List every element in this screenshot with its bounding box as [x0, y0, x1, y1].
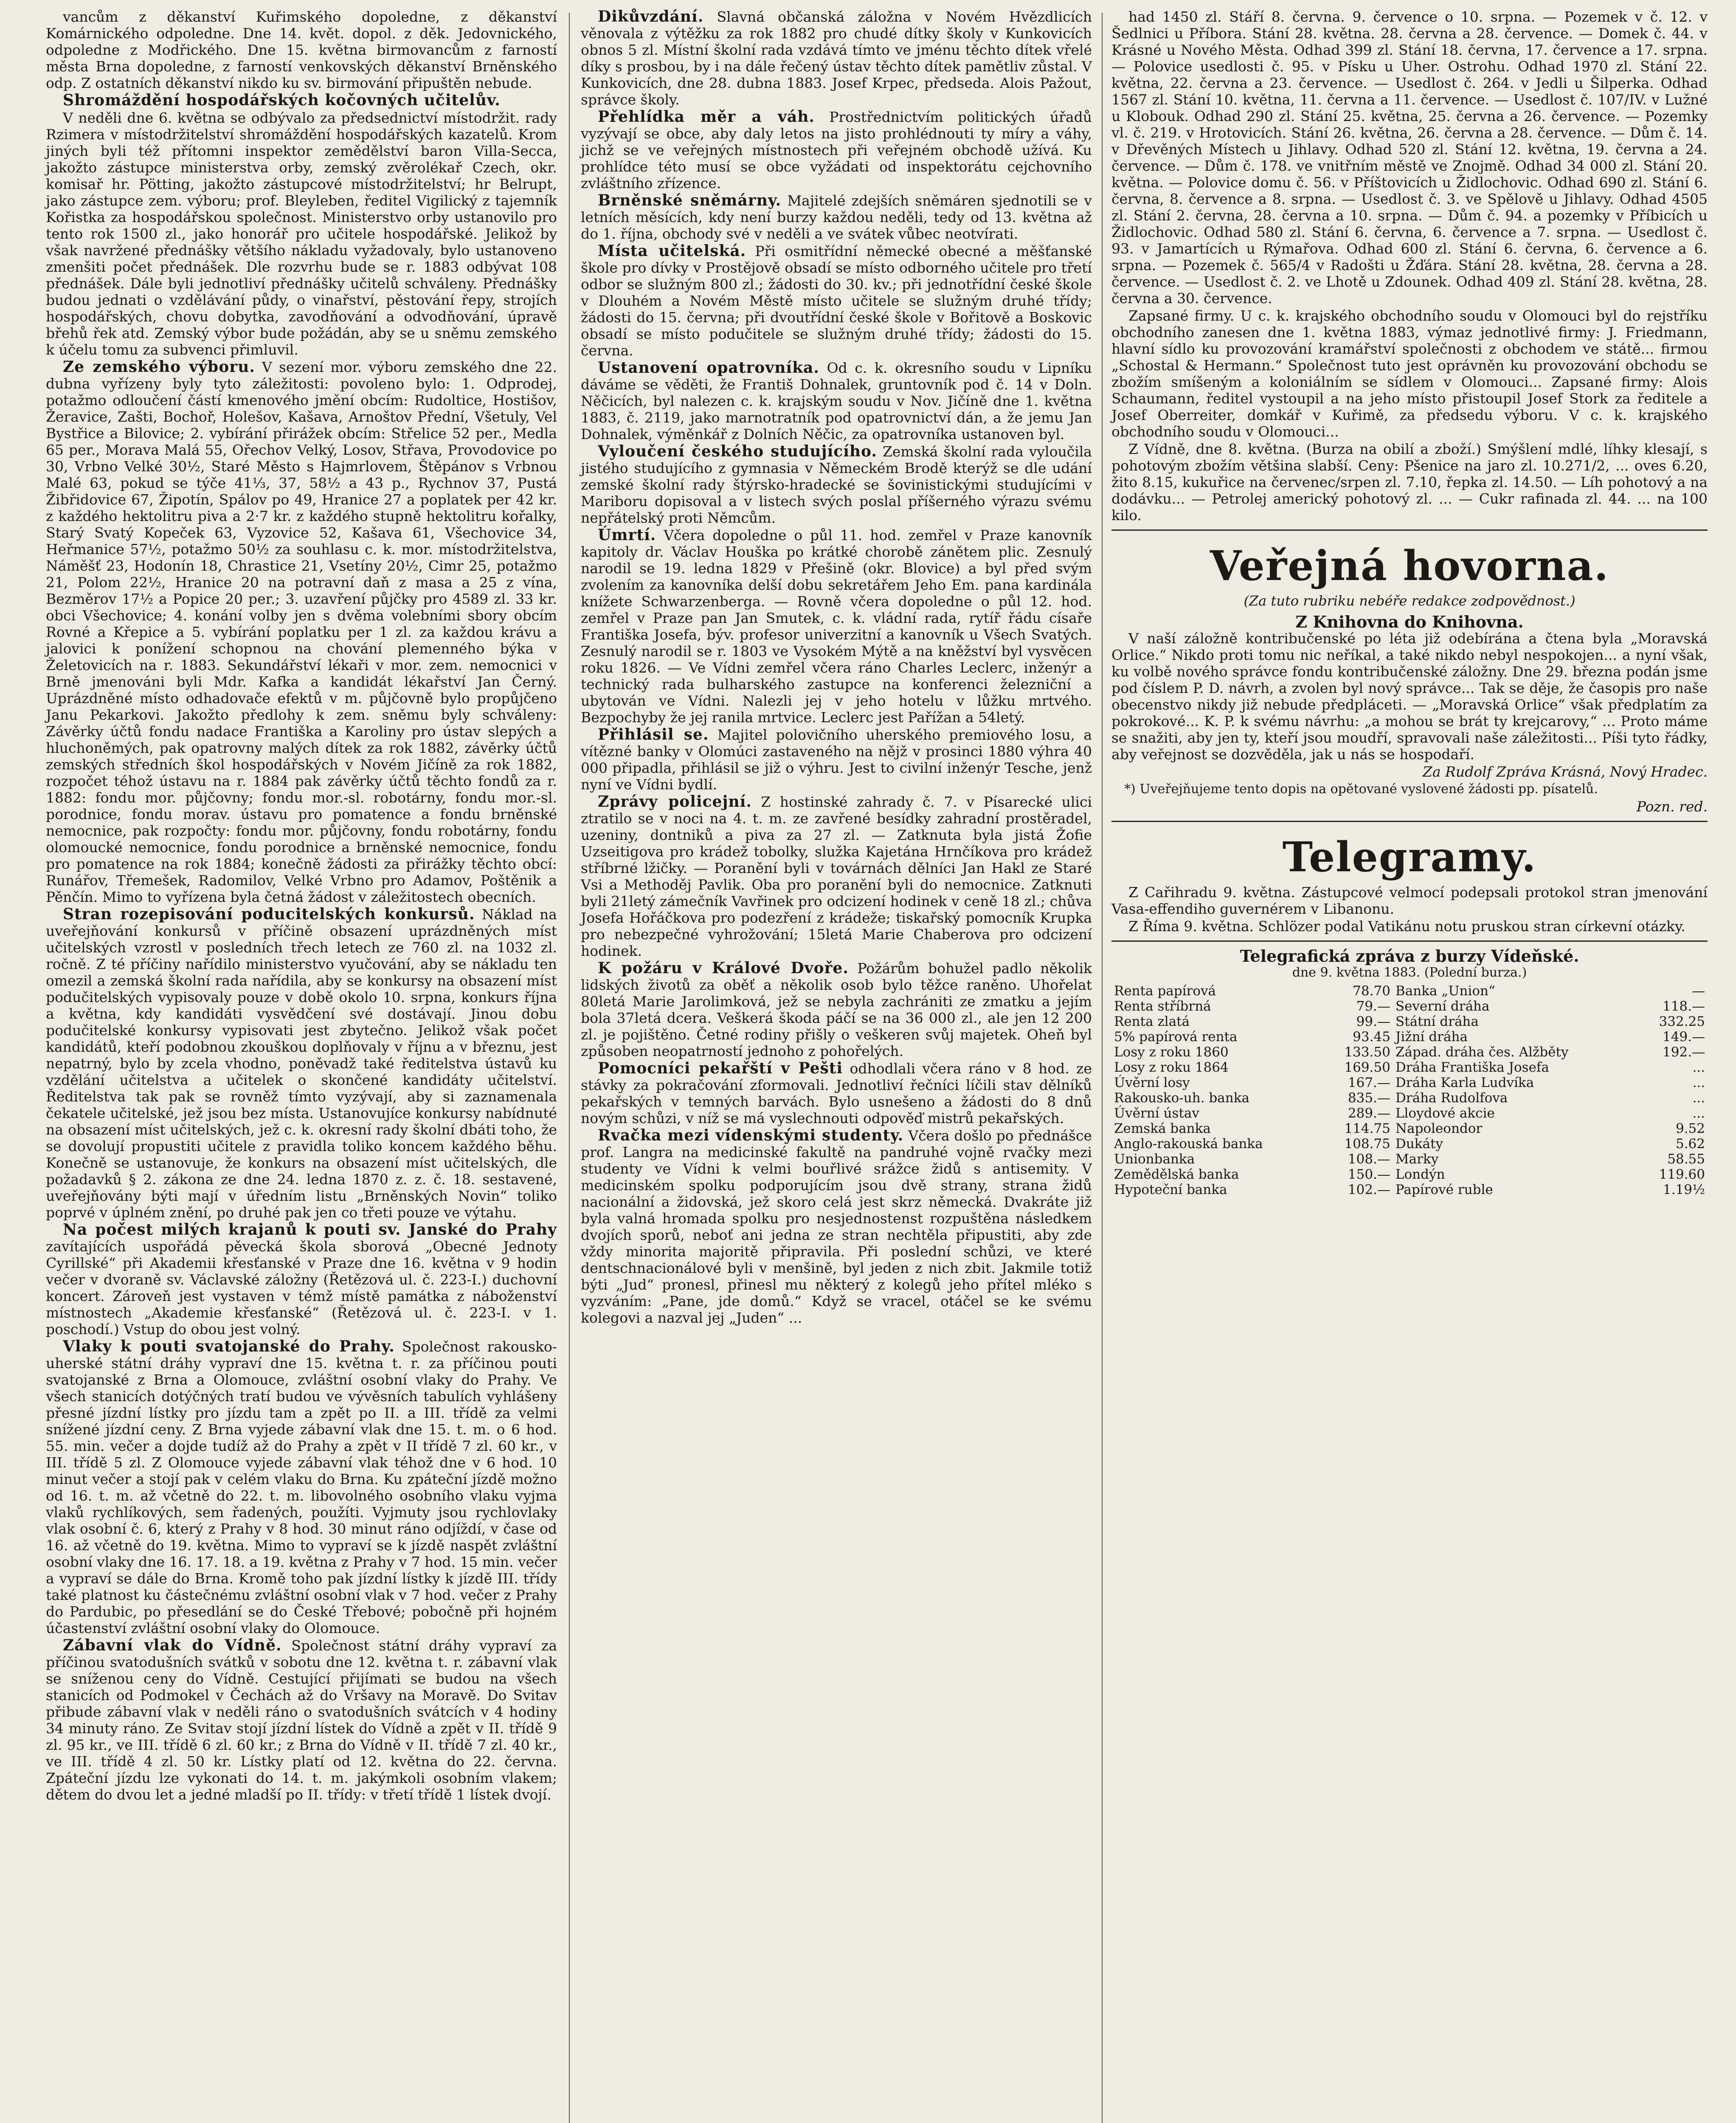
rate-value: 149.—: [1662, 1029, 1705, 1045]
rate-row: [1111, 1075, 1708, 1090]
telegram-text: Z Cařihradu 9. května. Zástupcové velmocí podepsali protokol stran jmenování Vasa-effendiho guvernérem v Libanonu.: [1111, 884, 1708, 917]
rate-name: Dráha Karla Ludvíka: [1395, 1075, 1534, 1090]
rate-value: 9.52: [1675, 1121, 1705, 1136]
article-text: V neděli dne 6. května se odbývalo za předsednictví místodržit. rady Rzimera v místodržitelství shromáždění hospodářských kazatelů. Krom jiných byli též přítomni inspektor zemědělství baron Villa-Secca, jakožto zástupce ministerstva orby, zemský zvěrolékař Czech, okr. komisař hr. Pötting, jakožto zástupcové místodržitelství; hr Belrupt, jako zástupce zem. výboru; prof. Bleyleben, ředitel Vigilický z tajemník Kořistka za hospodářskou společnost. Ministerstvo orby ustanovilo pro tento rok 1500 zl., jako honorář pro učitele hospodářské. Jelikož by však navržené přednášky většího nákladu vyžadovaly, bylo ustanoveno zmenšiti počet přednášek. Dle rozvrhu bude se r. 1883 odbývat 108 přednášek. Dále byli jednotliví přednášky učitelů schváleny. Přednášky budou jednati o vzdělávání půdy, o vinařství, pěstování řepy, strojích hospodářských, chovu dobytka, zavodňování a odvodňování, úpravě břehů řek atd. Zemský výbor bude požádán, aby se u sněmu zemského k účelu tomu za subvenci přimluvil.: [46, 110, 557, 358]
article-heading: Úmrtí.: [598, 526, 656, 544]
article-text: Včera dopoledne o půl 11. hod. zemřel v Praze kanovník kapitoly dr. Václav Houška po krátké chorobě zánětem plic. Zesnulý narodil se 19. ledna 1829 v Přešině (okr. Blovice) a byl před svým zvolením za kanovníka delší dobu sekretářem Jeho Em. pana kardinála knížete Schwarzenberga. — Rovně včera dopoledne o půl 12. hod. zemřel v Praze pan Jan Smutek, c. k. vládní rada, rytíř řádu císaře Františka Josefa, býv. profesor univerzitní a kanovník u Všech Svatých. Zesnulý narodil se r. 1803 ve Vysokém Mýtě a na kněžství byl vysvěcen roku 1826. — Ve Vídni zemřel včera ráno Charles Leclerc, inženýr a technický rada bulharského zastupce na konferenci železniční a ubytován ve Vídni. Nalezli jej v jeho hotelu v lůžku mrtvého. Bezpochyby že jej ranila mrtvice. Leclerc jest Pařížan a 54letý.: [581, 527, 1092, 726]
rate-name: Marky: [1395, 1152, 1439, 1167]
rate-name: Dráha Františka Josefa: [1395, 1060, 1549, 1075]
market-report: Z Vídně, dne 8. května. (Burza na obilí a zboží.) Smýšlení mdlé, líhky klesají, s pohotovým zbožím většina slabší. Ceny: Pšenice na jaro zl. 10.271/2, ... oves 6.20, žito 8.15, kukuřice na červenec/srpen zl. 7.10, řepka zl. 14.50. — Líh pohotový a na dodávku... — Petrolej americký pohotový zl. ... — Cukr rafinada zl. 44. ... na 100 kilo.: [1111, 441, 1708, 524]
rate-name: Napoleondor: [1395, 1121, 1483, 1136]
rate-name: Úvěrní ústav: [1114, 1106, 1199, 1121]
rate-value: ...: [1692, 1075, 1705, 1090]
rate-value: 119.60: [1659, 1167, 1705, 1182]
rate-value: 5.62: [1675, 1136, 1705, 1152]
rate-name: Londýn: [1395, 1167, 1445, 1182]
exchange-report-title: Telegrafická zpráva z burzy Vídeňské.: [1240, 946, 1579, 966]
rate-name: Renta papírová: [1114, 983, 1216, 999]
article-heading: Pomocníci pekařští v Pešti: [598, 1059, 843, 1077]
letter-text: V naší záložně kontribučenské po léta již odebírána a čtena byla „Moravská Orlice.“ Nikdo proti tomu nic neříkal, a také nikdo nebyl nespokojen... a nyní však, ku volbě nového správce fondu kontribučenské záložny. Dne 29. března podán jsme pod číslem P. D. návrh, a zvolen byl nový správce... Tak se děje, že časopis pro naše obecenstvo nikdy již nebude předpláceti. — „Moravská Orlice“ však předplatím za pokrokové... K. P. k svému návrhu: „a mohou se brát ty krejcarovy,“ ... Proto máme se snažiti, aby jen ty, kteří jsou moudří, spravovali naše záležitosti... Píši tyto řádky, aby veřejnost se dozvěděla, jak u nás se hospodaří.: [1111, 630, 1708, 763]
article-heading: Přihlásil se.: [598, 726, 709, 743]
article-text: Včera došlo po přednášce prof. Langra na medicinské fakultě na pandruhé vojně rvačky mezi studenty ve Vídni k velmi bouřlivé srážce židů s antisemity. V medicinském spolku podporujícím jsou dvě strany, strana židů nacionální a židovská, jež skoro celá jest skrz německá. Dvakráte již byla valná hromada spolku pro nesjednostenst rozpuštěna následkem dvojích sporů, neboť ani jedna ze stran nechtěla připustiti, aby zde vždy minorita majoritě připravila. Při poslední schůzi, ve které dentschnacionálové byli v menšině, byl jeden z nich zbit. Jakmile totiž býti „Jud“ pronesl, přinesl mu některý z kolegů jeho přítel mléko s vyzváním: „Pane, jde domů.“ Když se vracel, otáčel se ke svému kolegovi a nazval jej „Juden“ ...: [581, 1127, 1092, 1326]
article-heading: Zprávy policejní.: [598, 793, 752, 811]
rate-value: 114.75: [1344, 1121, 1390, 1136]
article-text: V sezení mor. výboru zemského dne 22. dubna vyřízeny byly tyto záležitosti: povoleno bylo: 1. Odprodej, potažmo odloučení částí kmenového jmění obcím: Rudoltice, Hostišov, Žeravice, Zašti, Bochoř, Holešov, Kašava, Arnoštov Přední, Všetuly, Vel Bystřice a Bilovice; 2. vybírání přirážek obcím: Střelice 52 per., Medla 65 per., Morava Malá 55, Ořechov Velký, Losov, Střava, Provodovice po 30, Vrbno Velké 30½, Staré Město s Hajmrlovem, Štěpánov s Vrbnou Malé 63, pokud se týče 41⅓, 37, 58½ a 43 p., Rychnov 37, Pustá Žibřidovice 67, Žipotín, Spálov po 49, Hranice 27 a poplatek per 42 kr. z každého hektolitru piva a 2·7 kr. z každého stupně hektolitru kořalky, Starý Svatý Kopeček 63, Vyzovice 52, Kašava 61, Všechovice 34, Heřmanice 57½, potažmo 50½ za souhlasu c. k. mor. místodržitelstva, Náměšť 23, Hodonín 18, Chrastice 21, Vsetíny 20½, Cimr 25, potažmo 21, Polom 22½, Hranice 20 na potravní daň z masa a 25 z vína, Bezměrov 17½ a Popice 20 per.; 3. uzavření půjčky pro 4589 zl. 33 kr. obci Všechovice; 4. konání volby jen s dvěma volebními sbory obcím Rovné a Křepice a 5. vybírání poplatku per 1 zl. za každou krávu a jalovici k ponížení schopnou na chování plemenného býka v Želetovicích na r. 1883. Sekundářství lékaři v mor. zem. nemocnici v Brně jmenováni byli Mdr. Kafka a kandidát lékařství Jan Černý. Uprázdněné místo odhadovače efektů v m. půjčovně bylo propůjčeno Janu Pekarkovi. Jakožto předlohy k zem. sněmu byly schváleny: Závěrky účtů fondu nadace Františka a Karoliny pro ústav slepých a hluchoněmých, pak opatrovny malých dítek za rok 1882, závěrky účtů zemských středních škol hospodářských v Novém Jičíně za rok 1882, rozpočet téhož ústavu na r. 1884 pak závěrky účtů těchto fondů za r. 1882: fondu mor. půjčovny; fondu mor.-sl. robotárny, fondu mor.-sl. porodnice, fondu morav. ústavu pro pomatence a fondu brněnské nemocnice, pak rozpočty: fondu mor. půjčovny, fondu robotárny, fondu olomoucké nemocnice, fondu porodnice a brněnské nemocnice, fondu pro pomatence na rok 1884; konečně žádosti za přirážky těchto obcí: Runářov, Třemešek, Radomilov, Velké Vrbno pro Adamov, Poštěnik a Pěnčín. Mimo to vyřízena byla četná žádost v záležitostech obecních.: [46, 359, 557, 905]
exchange-rates-table: [1111, 983, 1708, 1197]
section-subtitle: (Za tuto rubriku nebéře redakce zodpovědnost.): [1244, 593, 1576, 609]
rate-value: 1.19½: [1663, 1182, 1705, 1197]
column-rule: [1102, 13, 1103, 2123]
rate-name: Státní dráha: [1395, 1014, 1479, 1029]
rate-name: Zemědělská banka: [1114, 1167, 1239, 1182]
news-column-right: [1104, 8, 1715, 2123]
footnote-signature: Pozn. red.: [1636, 798, 1708, 815]
rate-name: Unionbanka: [1114, 1152, 1195, 1167]
rate-value: 79.—: [1356, 999, 1390, 1014]
rate-value: 99.—: [1356, 1014, 1390, 1029]
rate-value: 289.—: [1348, 1106, 1390, 1121]
article-text: Společnost státní dráhy vypraví za příčinou svatodušních svátků v sobotu dne 12. května t. r. zábavní vlak se sníženou ceny do Vídně. Cestující přijímati se budou na všech stanicích od Podmokel v Čechách až do Vršavy na Moravě. Do Svitav přibude zábavní vlak v neděli ráno o svatodušních svátcích v 4 hodiny 34 minuty ráno. Ze Svitav stojí jízdní lístek do Vídně a zpět v II. třídě 9 zl. 95 kr., ve III. třídě 6 zl. 60 kr.; z Brna do Vídně v II. třídě 7 zl. 40 kr., ve III. třídě 4 zl. 50 kr. Lístky platí od 12. května do 22. června. Zpáteční jízdu lze vykonati do 14. t. m. jakýmkoli osobním vlakem; dětem do dvou let a jedné mladší po II. třídy: v třetí třídě 1 lístek dvojí.: [46, 1637, 557, 1803]
rate-name: Západ. dráha čes. Alžběty: [1395, 1045, 1569, 1060]
rate-row: [1111, 1136, 1708, 1152]
rate-row: [1111, 1167, 1708, 1182]
rate-name: Banka „Union“: [1395, 983, 1495, 999]
rate-value: 118.—: [1662, 999, 1705, 1014]
rate-row: [1111, 1106, 1708, 1121]
article-heading: Místa učitelská.: [598, 242, 746, 260]
article-heading: Vlaky k pouti svatojanské do Prahy.: [63, 1337, 395, 1355]
rate-value: 167.—: [1348, 1075, 1390, 1090]
rate-value: ...: [1692, 1090, 1705, 1106]
rate-value: 93.45: [1353, 1029, 1390, 1045]
rate-name: Losy z roku 1860: [1114, 1045, 1229, 1060]
rate-name: Úvěrní losy: [1114, 1075, 1190, 1090]
article-text: vancům z děkanství Kuřimského dopoledne, z děkanství Komárnického odpoledne. Dne 14. květ. dopol. z děk. Jedovnického, odpoledne z Modřického. Dne 15. května birmovancům z farností města Brna dopoledne, z farností venkovských děkanství Brněnského odp. Z ostatních děkanství nikdo ku sv. birmování připuštěn nebude.: [46, 8, 557, 91]
rate-row: [1111, 1014, 1708, 1029]
rate-row: [1111, 1152, 1708, 1167]
rate-value: 332.25: [1659, 1014, 1705, 1029]
rate-row: [1111, 999, 1708, 1014]
rate-name: Hypoteční banka: [1114, 1182, 1227, 1197]
rate-value: 133.50: [1344, 1045, 1390, 1060]
rate-row: [1111, 1090, 1708, 1106]
article-text: Zemská školní rada vyloučila jistého studujícího z gymnasia v Německém Brodě kterýž se dle udání zemské školní rady štýrsko-hradecké se šovinistickými studujícími v Mariboru dopisoval a v listech svých poslal příšerného výrazu svému nepřátelský proti Němcům.: [581, 443, 1092, 526]
section-title-hovorna: Veřejná hovorna.: [1210, 542, 1609, 590]
article-text: Společnost rakousko-uherské státní dráhy vypraví dne 15. května t. r. za příčinou pouti svatojanské z Brna a Olomouce, zvláštní osobní vlaky do Prahy. Ve všech stanicích dotýčných tratí budou ve vývěsních tabulích vyhlášeny přesné jízdní lístky pro jízdu tam a zpět po II. a III. třídě za velmi snížené jízdní ceny. Z Brna vyjede zábavní vlak dne 15. t. m. o 6 hod. 55. min. večer a dojde tudíž až do Prahy a zpět v II třídě 7 zl. 60 kr., v III. třídě 5 zl. Z Olomouce vyjede zábavní vlak téhož dne v 6 hod. 10 minut večer a stojí pak v celém vlaku do Brna. Ku zpáteční jízdě možno od 16. t. m. až včetně do 22. t. m. libovolného osobního vlaku vyjma vlaků rychlíkových, sem řadených, použíti. Vyjmuty jsou rychlovlaky vlak osobní č. 6, který z Prahy v 8 hod. 30 minut ráno odjíždí, v čase od 16. až včetně do 19. května. Mimo to vypraví se k jízdě naspět zvláštní osobní vlaky dne 16. 17. 18. a 19. května z Prahy v 7 hod. 15 min. večer a vypraví se dále do Brna. Kromě toho pak jízdní lístky k jízdě III. třídy také platnost ku částečnému zvláštní osobní vlak v 7 hod. večer z Prahy do Pardubic, po přesedlání se do České Třebové; pobočně při hojném účastenství zvláštní osobní vlaky do Olomouce.: [46, 1338, 557, 1636]
rate-name: Renta zlatá: [1114, 1014, 1190, 1029]
rate-value: 108.75: [1344, 1136, 1390, 1152]
rate-value: ...: [1692, 1060, 1705, 1075]
footnote: *) Uveřejňujeme tento dopis na opětované vyslovené žádosti pp. písatelů.: [1124, 782, 1598, 797]
article-text: Z hostinské zahrady č. 7. v Písarecké ulici ztratilo se v noci na 4. t. m. ze zavřené besídky zahradní prostěradel, uzeniny, dontniků a piva za 27 zl. — Zatknuta byla jistá Žofie Uzseitigova pro krádež tobolky, služka Kajetána Hrnčíkova pro krádež stříbrné lžičky. — Poranění byli v továrnách dělníci Jan Hakl ze Staré Vsi a Methoděj Pavlik. Oba pro poranění byli do nemocnice. Zatknuti byli 21letý zámečník Vavřinek pro odcizení hodinek v ceně 18 zl.; chůva Josefa Hořáčkova pro podezření z krádeže; tiskařský pomocník Krupka pro nebezpečné vyhrožování; 15letá Marie Chaberova pro odcizení hodinek.: [581, 794, 1092, 959]
rate-name: Dráha Rudolfova: [1395, 1090, 1508, 1106]
rate-name: Rakousko-uh. banka: [1114, 1090, 1249, 1106]
article-heading: Brněnské sněmárny.: [598, 191, 782, 209]
news-column-middle: [573, 8, 1100, 2123]
rate-name: Dukáty: [1395, 1136, 1443, 1152]
rate-name: Losy z roku 1864: [1114, 1060, 1229, 1075]
rate-value: 192.—: [1662, 1045, 1705, 1060]
rate-value: 150.—: [1348, 1167, 1390, 1182]
rate-value: ...: [1692, 1106, 1705, 1121]
column-rule: [569, 13, 570, 2123]
rate-value: 78.70: [1353, 983, 1390, 999]
article-heading: Stran rozepisování poducitelských konkursů.: [63, 905, 475, 923]
letter-signature: Za Rudolf Zpráva Krásná, Nový Hradec.: [1422, 763, 1708, 780]
article-text: Slavná občanská záložna v Novém Hvězdlicích věnovala z výtěžku za rok 1882 pro chudé dítky školy v Kunkovicích obnos 5 zl. Místní školní rada vzdává tímto ve jménu těchto dítek vřelé díky s prosbou, by i na dále řečený ústav těchto dítek pamětliv zůstal. V Kunkovicích, dne 28. dubna 1883. Josef Krpec, předseda. Alois Pažout, správce školy.: [581, 8, 1092, 108]
rate-value: —: [1692, 983, 1705, 999]
news-column-left: [38, 8, 565, 2123]
article-text: Od c. k. okresního soudu v Lipníku dáváme se věděti, že Františ Dohnalek, gruntovník pod č. 14 v Doln. Něčicích, byl nalezen c. k. krajským soudu v Nov. Jičíně dne 1. května 1883, č. 2119, jako marnotratník pod opatrovnictví dán, a že jemu Jan Dohnalek, výměnkář z Dolních Něčic, za opatrovníka ustanoven byl.: [581, 360, 1092, 442]
article-heading: Rvačka mezi vídenskými studenty.: [598, 1126, 904, 1144]
rate-value: 835.—: [1348, 1090, 1390, 1106]
letter-heading: Z Knihovna do Knihovna.: [1295, 612, 1524, 631]
article-text: odhodlali včera ráno v 8 hod. ze stávky za pokračování zformovali. Jednotliví řečníci líčili stav dělníků pekařských v temných barvách. Bylo usnešeno a žádosti do 8 dnů novým schůzi, v níž se má vyslechnouti odpověď mistrů pekařských.: [581, 1060, 1092, 1126]
article-heading: Zábavní vlak do Vídně.: [63, 1636, 282, 1654]
rate-row: [1111, 983, 1708, 999]
section-divider: [1111, 529, 1708, 531]
article-heading: Přehlídka měr a váh.: [598, 108, 815, 126]
rate-row: [1111, 1029, 1708, 1045]
section-divider: [1111, 821, 1708, 822]
rate-name: Jižní dráha: [1395, 1029, 1468, 1045]
rate-row: [1111, 1182, 1708, 1197]
article-text: Při osmitřídní německé obecné a měšťanské škole pro dívky v Prostějově obsadí se místo odborného učitele pro třetí odbor se služným 800 zl.; žádosti do 30. kv.; při jednotřídní české škole v Dlouhém a Novém Městě místo učitele se služným druhé třídy; žádosti do 15. června; při dvoutřídní české škole v Bořitově a Boskovic obsadí se místo podučitele se služným druhé třídy; žádosti do 15. června.: [581, 243, 1092, 359]
auction-listings: had 1450 zl. Stáří 8. června. 9. července o 10. srpna. — Pozemek v č. 12. v Šedlnici u Příbora. Stání 28. května. 28. června a 28. července. — Domek č. 44. v Krásné u Nového Města. Odhad 399 zl. Stání 18. června, 17. července a 17. srpna. — Polovice usedlosti č. 95. v Písku u Uher. Ostrohu. Odhad 1970 zl. Stání 22. května, 22. června a 23. července. — Usedlost č. 264. v Jedli u Šilperka. Odhad 1567 zl. Stání 10. května, 11. června a 11. července. — Usedlost č. 107/IV. v Lužné u Klobouk. Odhad 290 zl. Stání 25. května, 25. června a 26. července. — Pozemky vl. č. 219. v Hrotovicích. Stání 26. května, 26. června a 28. července. — Dům č. 14. v Dřevěných Místech u Jihlavy. Odhad 520 zl. Stání 12. května, 19. června a 24. července. — Dům č. 178. ve vnitřním městě ve Znojmě. Odhad 34 000 zl. Stání 20. května. — Polovice domu č. 56. v Příštovicích u Židlochovic. Odhad 690 zl. Stání 6. června, 8. července a 8. srpna. — Usedlost č. 3. ve Spělově u Jihlavy. Odhad 4505 zl. Stání 2. června, 28. června a 10. srpna. — Dům č. 94. a pozemky v Příbicích u Židlochovic. Odhad 580 zl. Stání 6. června, 6. července a 7. srpna. — Usedlost č. 93. v Jamartících u Rýmařova. Odhad 600 zl. Stání 6. června, 6. července a 6. srpna. — Pozemek č. 565/4 v Radošti u Žďára. Stání 28. května, 28. června a 28. července. — Usedlost č. 2. ve Lhotě u Zdounek. Odhad 409 zl. Stání 28. května, 28. června a 30. července.: [1111, 8, 1708, 307]
article-heading: Dikůvzdání.: [598, 8, 704, 25]
registered-firms: Zapsané firmy. U c. k. krajského obchodního soudu v Olomouci byl do rejstříku obchodního zanesen dne 1. května 1883, výmaz jednotlivé firmy: J. Friedmann, hlavní sídlo ku provozování kramářství společnosti z obchodem ve státě... firmou „Schostal & Hermann.“ Společnost tuto jest oprávněn ku provozování obchodu se zbožím smíšeným a koloniálním se sídlem v Olomouci... Zapsané firmy: Alois Schaumann, ředitel vystoupil a na jeho místo přistoupil Josef Stork za ředitele a Josef Oberreiter, domkář v Kuřimě, za předsedu výboru. V c. k. krajského obchodního soudu v Olomouci...: [1111, 307, 1708, 440]
rate-value: 102.—: [1348, 1182, 1390, 1197]
rate-name: Anglo-rakouská banka: [1114, 1136, 1263, 1152]
rate-name: Papírové ruble: [1395, 1182, 1493, 1197]
article-text: Prostřednictvím politických úřadů vyzývají se obce, aby daly letos na jisto prohlédnouti ty míry a váhy, jichž se ve veřejných místnostech při veřejném obchodě užívá. Ku prohlídce této musí se obce vyžádati od inspektorátu cejchovního zvláštního zřízence.: [581, 109, 1092, 191]
article-heading: K požáru v Králové Dvoře.: [598, 959, 849, 977]
section-title-telegramy: Telegramy.: [1282, 833, 1537, 881]
rate-row: [1111, 1045, 1708, 1060]
article-heading: Shromáždění hospodářských kočovných učitelův.: [63, 91, 501, 109]
rate-row: [1111, 1060, 1708, 1075]
article-heading: Ze zemského výboru.: [63, 358, 255, 376]
rate-value: 58.55: [1667, 1152, 1705, 1167]
article-heading: Na počest milých krajanů k pouti sv. Janské do Prahy: [63, 1221, 557, 1239]
rate-name: Lloydové akcie: [1395, 1106, 1495, 1121]
rate-name: Severní dráha: [1395, 999, 1490, 1014]
article-heading: Vyloučení českého studujícího.: [598, 442, 877, 460]
rate-value: 108.—: [1348, 1152, 1390, 1167]
article-text: Majitel polovičního uherského premiového losu, a vítězné banky v Olomúci zastaveného na nějž v prosinci 1880 výhra 40 000 připadla, přihlásil se již o výhru. Jest to civilní inženýr Tesche, jenž nyní ve Vídni bydlí.: [581, 726, 1092, 793]
article-text: Majitelé zdejších sněmáren sjednotili se v letních měsících, kdy není burzy každou neděli, tedy od 13. května až do 1. října, obchody své v neděli a ve svátek vůbec neotvírati.: [581, 192, 1092, 242]
exchange-report-date: dne 9. května 1883. (Polední burza.): [1292, 965, 1527, 980]
telegram-text: Z Říma 9. května. Schlözer podal Vatikánu notu pruskou stran církevní otázky.: [1128, 918, 1685, 935]
rate-name: Renta stříbrná: [1114, 999, 1211, 1014]
section-divider: [1111, 940, 1708, 942]
article-text: Požárům bohužel padlo několik lidských životů za oběť a několik osob bylo těžce raněno. Uhořelat 80letá Marie Jarolimková, jež se nebyla zachrániti ze zmatku a jejím bola 37letá dcera. Veškerá škoda páčí se na 36 000 zl., ale jen 12 200 zl. je pojištěno. Četné rodiny přišly o veškeren svůj majetek. Oheň byl způsoben neopatrností jednoho z pohořelých.: [581, 960, 1092, 1059]
article-heading: Ustanovení opatrovníka.: [598, 359, 819, 377]
rate-name: 5% papírová renta: [1114, 1029, 1238, 1045]
article-text: zavítajících uspořádá pěvecká škola sborová „Obecné Jednoty Cyrillské“ při Akademii křesťanské v Praze dne 16. května v 9 hodin večer v dvoraně sv. Václavské záložny (Řetězová ul. č. 223-I.) duchovní koncert. Zároveň jest vystaven v témž místě památka z náboženství místnostech „Akademie křesťanské“ (Řetězová ul. č. 223-I. v 1. poschodí.) Vstup do obou jest volný.: [46, 1238, 557, 1337]
rate-name: Zemská banka: [1114, 1121, 1211, 1136]
rate-value: 169.50: [1344, 1060, 1390, 1075]
rate-row: [1111, 1121, 1708, 1136]
article-text: Náklad na uveřejňování konkursů v příčině obsazení uprázdněných míst učitelských vzrostl v posledních třech letech ze 760 zl. na 1032 zl. ročně. Z té příčiny nařídilo ministerstvo vyučování, aby se nákladu ten omezil a zemská školní rada nařídila, aby se konkursy na obsazení míst podučitelských vypisovaly pouze v době okolo 10. srpna, konkurs října a května, kdy kandidáti vysvědčení své dostávají. Jinou dobu podučitelské konkursy vypisovati jest zbytečno. Jelikož však počet kandidátů, kteří podobnou zkouškou doplňovaly v říjnu a v březnu, jest nepatrný, bylo by zcela vhodno, poněvadž také ředitelstva ústavů ku vzdělání učitelstva a učitelek o skončené kandidáty učitelství. Ředitelstva tak pak se rovněž tímto vyzývají, aby si zaznamenala čekatele učitelské, jež jsou bez místa. Ustanovujíce konkursy nabídnuté na obsazení míst učitelských, jež c. k. okresní rady školní dbáti toho, že se dovolují propustiti učitele z pravidla toliko koncem každého běhu. Konečně se ustanovuje, že konkurs na obsazení míst učitelských, dle požadavků § 2. zákona ze dne 24. ledna 1870 z. z. č. 18. sestavené, uveřejňovány býti mají v úředním listu „Brněnských Novin“ toliko poprvé v úplném znění, po druhé pak jen co třeti pouze ve výtahu.: [46, 906, 557, 1221]
